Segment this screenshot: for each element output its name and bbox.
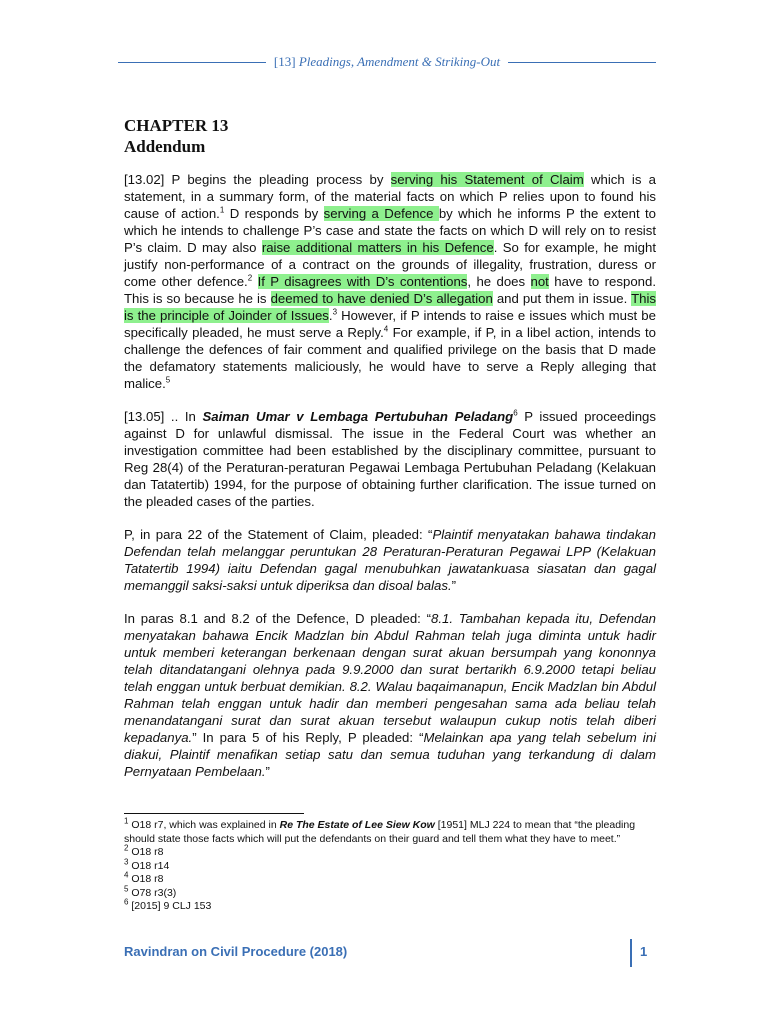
text-run: O18 r7, which was explained in	[128, 819, 280, 831]
quoted-pleading: Melainkan apa yang telah sebelum ini diakui, Plaintif menafikan setiap satu dan semua tuduhan yang terkandung di dalam Pernyataan Pembelaan.	[124, 730, 656, 779]
highlight: serving his Statement of Claim	[390, 172, 584, 187]
footnote-ref[interactable]: 5	[165, 375, 171, 385]
paragraph-13-02	[124, 171, 656, 392]
text-run: However, if P intends to raise e issues which must be specifically pleaded, he must serve a Reply.	[124, 308, 656, 340]
footnote-number: 3	[124, 857, 129, 866]
footnote-ref[interactable]: 4	[383, 324, 389, 334]
footnote-number: 1	[124, 816, 129, 826]
quoted-pleading: 8.1. Tambahan kepada itu, Defendan menyatakan bahawa Encik Madzlan bin Abdul Rahman telah juga diminta untuk hadir untuk memberi keterangan berkenaan dengan surat akuan bersumpah yang kononnya telah ditandatangani olehnya pada 9.9.2000 dan surat bertarikh 6.9.2000 tetapi beliau telah enggan untuk berbuat demikian. 8.2. Walau baqaimanapun, Encik Madzlan bin Abdul Rahman telah enggan untuk hadir dan memberi pengesahan sama ada beliau telah menandatangani surat dan surat akuan tersebut walaupun cukup notis telah diberi kepadanya.	[124, 611, 656, 745]
header-title: Pleadings, Amendment & Striking-Out	[298, 54, 501, 69]
footnote-3	[124, 857, 656, 874]
footnote-ref[interactable]: 2	[247, 273, 253, 283]
footnotes	[124, 816, 656, 914]
header-text	[274, 54, 500, 70]
chapter-subtitle: Addendum	[124, 137, 206, 156]
text-run: [13.05] .. In	[124, 409, 203, 424]
footnote-number: 5	[124, 884, 129, 893]
highlight: This is the principle of Joinder of Issues	[124, 291, 656, 323]
text-run: have to respond. This is so because he is	[124, 274, 656, 306]
case-name: Re The Estate of Lee Siew Kow	[279, 819, 435, 831]
highlight: raise additional matters in his Defence	[261, 240, 494, 255]
chapter-heading	[124, 115, 228, 157]
text-run: P issued proceedings against D for unlawful dismissal. The issue in the Federal Court was whether an investigation committee had been established by the disciplinary committee, pursuant to Reg 28(4) of the Peraturan-peraturan Pegawai Lembaga Pertubuhan Peladang (Kelakuan dan Tatatertib) 1994, for the purpose of obtaining further clarification. The issue turned on the pleaded cases of the parties.	[124, 409, 656, 509]
paragraph-13-05	[124, 408, 656, 510]
header-chapter-ref: [13]	[273, 54, 296, 69]
quoted-pleading: Plaintif menyatakan bahawa tindakan Defendan telah melanggar peruntukan 28 Peraturan-Peraturan Pegawai LPP (Kelakuan Tatatertib 1994) iaitu Defendan gagal menubuhkan jawatankuasa siasatan dan gagal memanggil saksi-saksi untuk diperiksa dan disoal balas.	[124, 527, 656, 593]
footnote-2	[124, 843, 656, 860]
text-run: [13.02] P begins the pleading process by	[124, 172, 391, 187]
text-run: D responds by	[224, 206, 324, 221]
footer-book-title: Ravindran on Civil Procedure (2018)	[124, 944, 348, 959]
text-run: For example, if P, in a libel action, intends to challenge the defences of fair comment and qualified privilege on the basis that D made the defamatory statements maliciously, he would have to serve a Reply alleging that malice.	[124, 325, 656, 391]
text-run: ”	[265, 764, 270, 779]
footnote-number: 6	[124, 897, 129, 907]
main-body	[124, 171, 656, 796]
text-run: In paras 8.1 and 8.2 of the Defence, D pleaded: “	[124, 611, 432, 626]
text-run	[252, 274, 257, 289]
footnote-number: 2	[124, 843, 129, 853]
footnote-number: 4	[124, 870, 129, 880]
highlight: serving a Defence	[323, 206, 439, 221]
footnote-ref[interactable]: 1	[219, 205, 225, 215]
text-run: . So for example, he might justify non-performance of a contract on the grounds of illegality, frustration, duress or come other defence.	[124, 240, 657, 289]
paragraph-statement-of-claim	[124, 526, 656, 594]
footnote-ref[interactable]: 6	[513, 408, 518, 418]
case-name: Saiman Umar v Lembaga Pertubuhan Peladang	[202, 409, 514, 424]
text-run: which is a statement, in a summary form, of the material facts on which P relies upon to found his cause of action.	[124, 172, 656, 221]
text-run: O18 r14	[128, 859, 170, 872]
page-number: 1	[640, 944, 648, 959]
text-run: ” In para 5 of his Reply, P pleaded: “	[192, 730, 424, 745]
highlight: If P disagrees with D’s contentions	[257, 274, 468, 289]
chapter-number: CHAPTER 13	[124, 116, 229, 135]
text-run: P, in para 22 of the Statement of Claim, pleaded: “	[124, 527, 433, 542]
text-run: O78 r3(3)	[128, 886, 177, 899]
footnote-separator	[124, 813, 304, 814]
highlight: deemed to have denied D’s allegation	[270, 291, 493, 306]
footnote-ref[interactable]: 3	[332, 307, 338, 317]
text-run: ”	[451, 578, 457, 593]
text-run: [2015] 9 CLJ 153	[128, 900, 212, 912]
footnote-5	[124, 884, 656, 901]
footnote-4	[124, 870, 656, 887]
footnote-6	[124, 897, 656, 914]
text-run: O18 r8	[128, 846, 164, 858]
footer-divider	[630, 939, 632, 967]
footnote-1	[124, 816, 656, 846]
text-run: and put them in issue.	[492, 291, 632, 306]
page-footer	[124, 939, 656, 969]
text-run: [1951] MLJ 224 to mean that “the pleading should state those facts which will put the defendants on their guard and tell them what they have to meet.”	[124, 819, 636, 845]
running-header	[118, 54, 656, 70]
header-rule-right	[508, 62, 656, 63]
text-run: O18 r8	[128, 873, 164, 885]
highlight: not	[530, 274, 549, 289]
header-rule-left	[118, 62, 266, 63]
paragraph-defence	[124, 610, 656, 780]
text-run: , he does	[467, 274, 531, 289]
text-run: by which he informs P the extent to which he intends to challenge P’s case and state the facts on which D will rely on to resist P’s claim. D may also	[124, 206, 657, 255]
text-run: .	[328, 308, 333, 323]
